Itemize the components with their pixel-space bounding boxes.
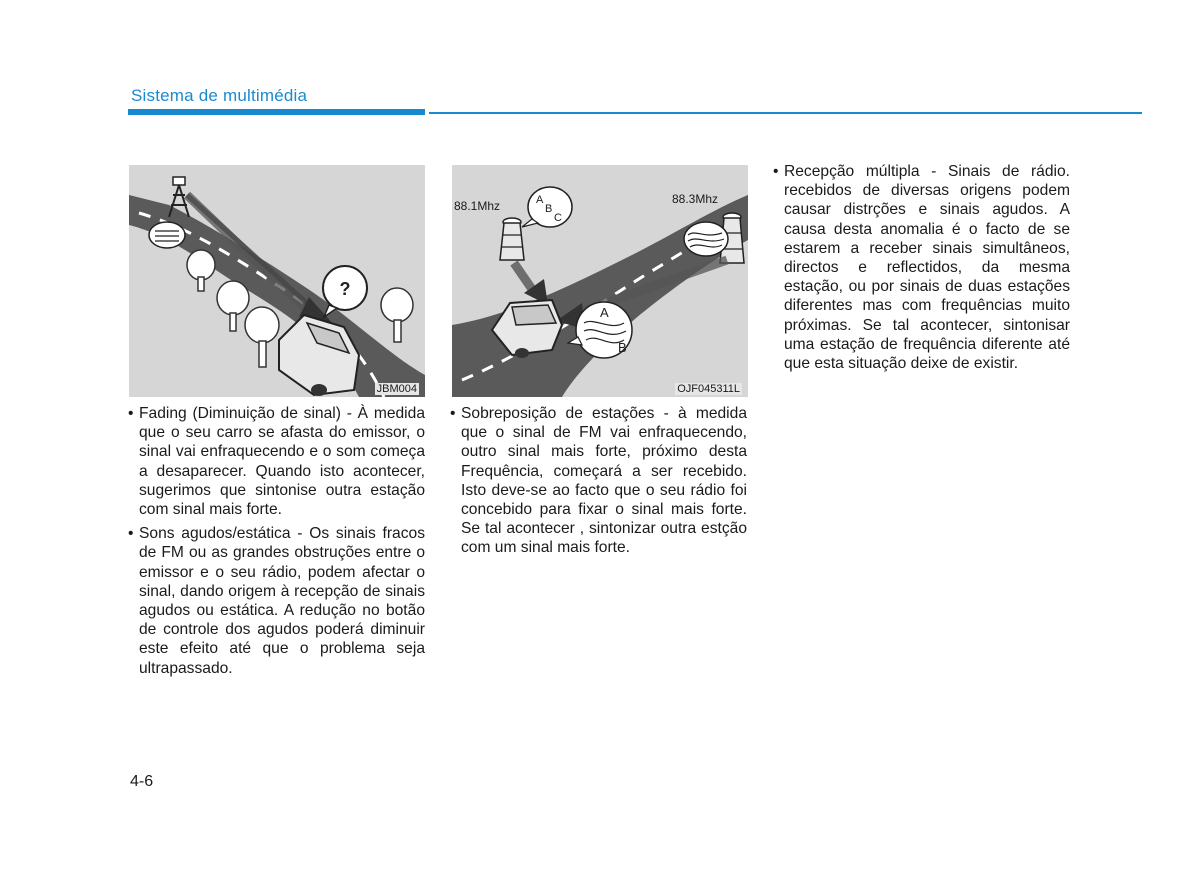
text-column-2: [450, 404, 747, 563]
bullet-multipath: • Recepção múltipla - Sinais de rádio. recebidos de diversas origens podem causar distrções e sinais agudos. A causa desta anomalia é o facto de se estarem a receber sinais simultâneos, directos e reflectidos, da mesma estação, ou por sinais de duas estações diferentes mas com frequências muito próximas. Se tal acontecer, sintonisar uma estação de frequência diferente até que esta situação deixe de existir.: [773, 162, 1070, 373]
header-accent-bar: [128, 109, 425, 115]
svg-text:C: C: [554, 212, 562, 224]
bullet-station-overlap: • Sobreposição de estações - à medida que o sinal de FM vai enfraquecendo, outro sinal mais forte, próximo desta Frequência, começará a ser recebido. Isto deve-se ao facto que o seu rádio foi concebido para fixar o sinal mais forte. Se tal acontecer , sintonizar outra estção com um sinal mais forte.: [450, 404, 747, 558]
sound-bubble-right-icon: [684, 222, 728, 256]
figure-station-overlap: [452, 165, 748, 397]
overlap-illustration: [452, 165, 748, 397]
text-column-3: [773, 162, 1070, 378]
header-rule: [429, 112, 1142, 114]
svg-text:A: A: [536, 194, 544, 206]
text-column-1: [128, 404, 425, 683]
question-mark: ?: [339, 279, 351, 299]
section-title: Sistema de multimédia: [131, 86, 308, 105]
svg-text:B: B: [618, 340, 627, 355]
bullet-static: • Sons agudos/estática - Os sinais fracos de FM ou as grandes obstruções entre o emissor e o seu rádio, podem afectar o sinal, dando origem à recepção de sinais agudos ou estática. A redução no botão de controle dos agudos poderá diminuir este efeito até que o problema seja ultrapassado.: [128, 524, 425, 678]
fading-illustration: [129, 165, 425, 397]
radio-tower-left-icon: [500, 218, 524, 260]
figure-code: OJF045311L: [677, 383, 740, 395]
figure-fading: [129, 165, 425, 397]
sound-bubble-icon: [149, 222, 185, 248]
svg-text:B: B: [545, 203, 553, 215]
svg-text:A: A: [600, 305, 609, 320]
bullet-fading: • Fading (Diminuição de sinal) - À medida que o seu carro se afasta do emissor, o sinal vai enfraquecendo e o som começa a desaparecer. Quando isto acontecer, sugerimos que sintonise outra estação com sinal mais forte.: [128, 404, 425, 519]
page-number: 4-6: [130, 773, 154, 790]
freq-left-label: 88.1Mhz: [454, 199, 501, 213]
freq-right-label: 88.3Mhz: [672, 192, 719, 206]
figure-code: JBM004: [376, 383, 417, 395]
